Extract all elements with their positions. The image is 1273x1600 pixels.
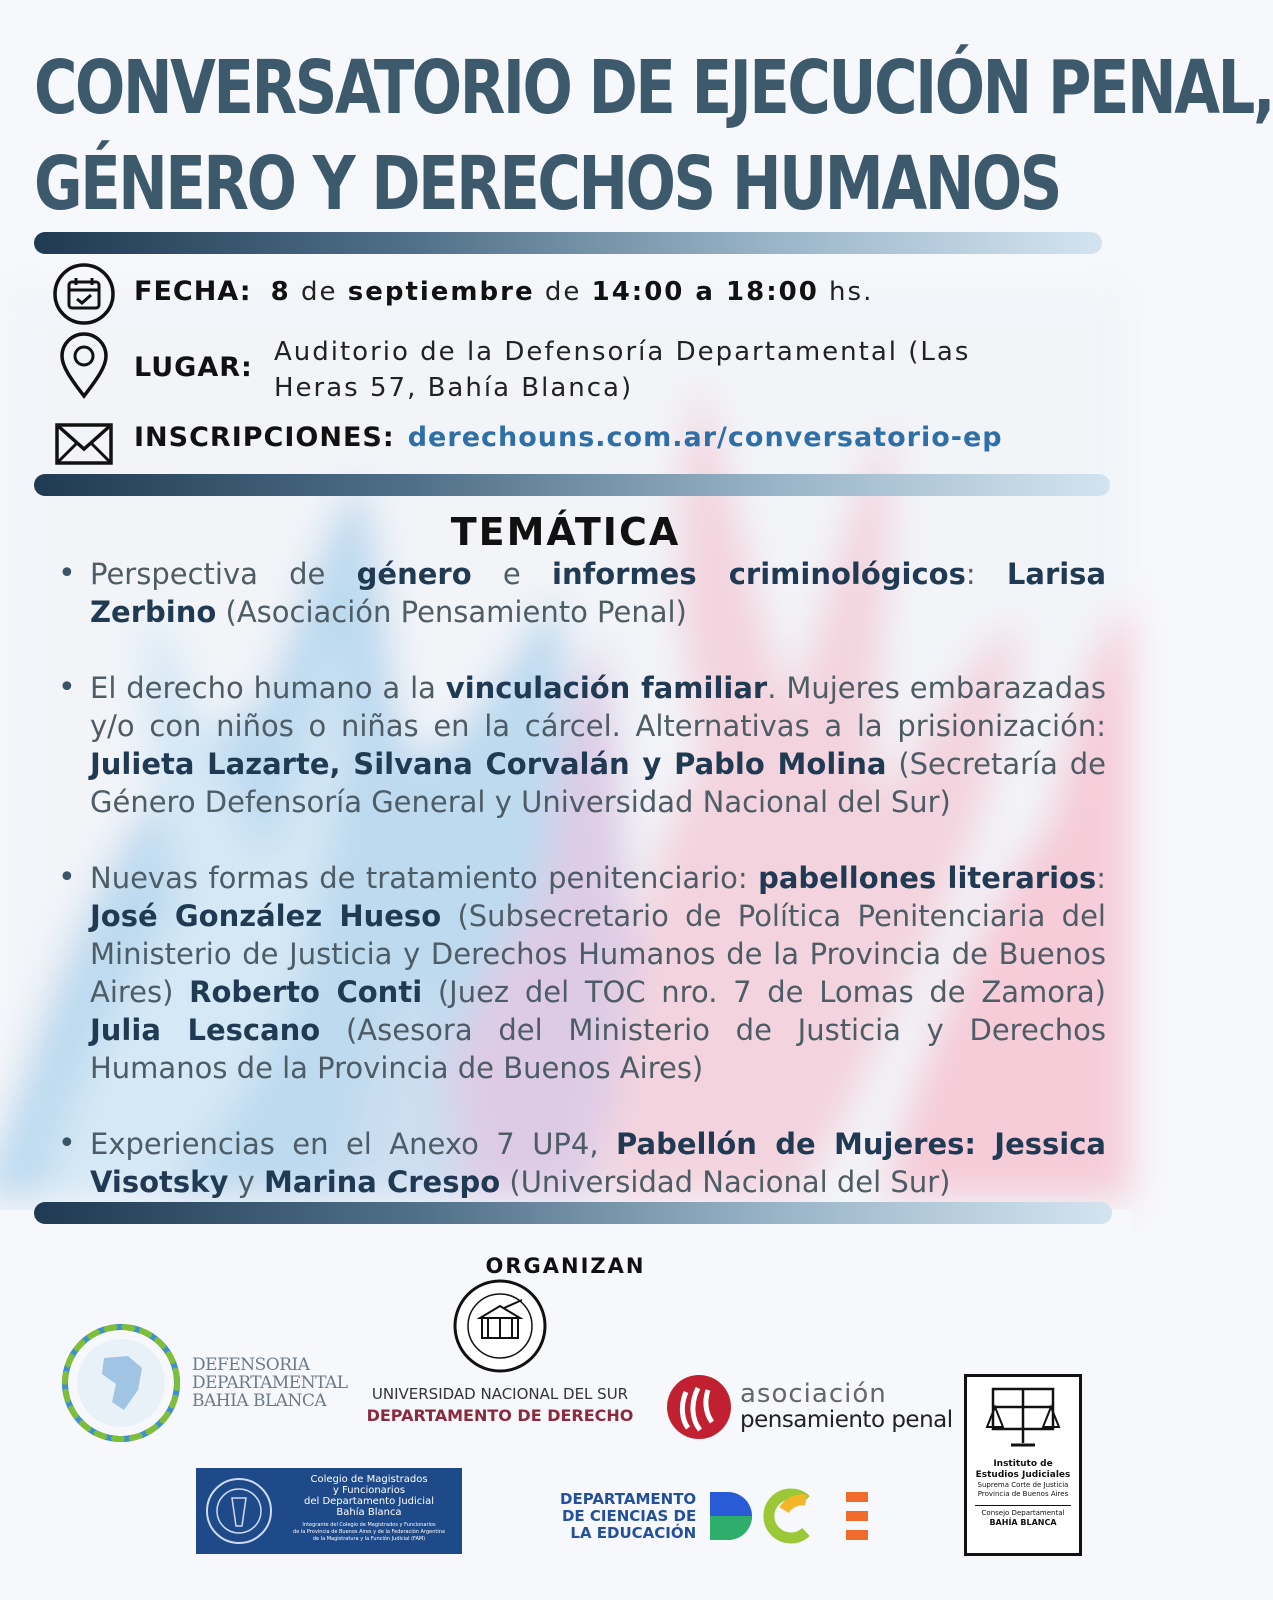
tematica-title: TEMÁTICA — [450, 510, 681, 554]
dce-letters-icon — [706, 1486, 876, 1546]
topic-text: Perspectiva de — [90, 557, 357, 591]
colegio-magistrados-logo — [196, 1468, 462, 1554]
topic-highlight: Julieta Lazarte, Silvana Corvalán y Pablo Molina — [90, 747, 887, 781]
colegio-line-3: del Departamento Judicial — [304, 1496, 434, 1507]
fecha-de-1: de — [300, 277, 338, 307]
topic-text: (Asociación Pensamiento Penal) — [216, 595, 687, 629]
lugar-label: LUGAR: — [134, 352, 253, 383]
inscripciones-row — [52, 412, 1003, 476]
uns-seal-logo — [452, 1278, 548, 1378]
page-title — [34, 40, 1273, 232]
defensoria-line-2: DEPARTAMENTAL — [192, 1373, 348, 1393]
colegio-line-4: Bahía Blanca — [336, 1507, 402, 1518]
title-line-1: CONVERSATORIO DE EJECUCIÓN PENAL, — [34, 45, 1273, 131]
topic-text: (Universidad Nacional del Sur) — [500, 1165, 951, 1199]
uns-line-1: UNIVERSIDAD NACIONAL DEL SUR — [371, 1385, 629, 1403]
scales-of-justice-icon — [975, 1383, 1071, 1455]
app-text — [740, 1381, 953, 1433]
inscripciones-text — [134, 412, 1003, 453]
colegio-text — [276, 1468, 462, 1543]
dce-line-3: LA EDUCACIÓN — [570, 1523, 697, 1542]
fecha-time: 14:00 a 18:00 — [591, 277, 819, 307]
app-line-2: pensamiento penal — [740, 1407, 953, 1433]
app-circle-icon — [664, 1372, 734, 1442]
lugar-row — [52, 334, 970, 406]
iej-logo — [964, 1374, 1082, 1556]
iej-line-1: Instituto de — [993, 1459, 1053, 1469]
iej-line-6: BAHÍA BLANCA — [989, 1518, 1057, 1527]
colegio-line-1: Colegio de Magistrados — [310, 1474, 428, 1485]
divider-middle — [34, 474, 1110, 496]
topic-highlight: Julia Lescano — [90, 1013, 321, 1047]
divider-bottom — [34, 1202, 1112, 1224]
topic-highlight: Roberto Conti — [189, 975, 423, 1009]
topic-text: (Subsecretario de Política Penitenciaria del Ministerio de Justicia y Derechos Humanos de la Provincia de Buenos Aires) — [90, 899, 1106, 1009]
topic-text: . Mujeres embarazadas y/o con niños o niñas en la cárcel. Alternativas a la prisionización: — [90, 671, 1106, 743]
topic-highlight: José González Hueso — [90, 899, 442, 933]
envelope-icon — [52, 412, 116, 476]
lugar-line-2: Heras 57, Bahía Blanca) — [274, 373, 634, 403]
iej-line-4: Provincia de Buenos Aires — [977, 1490, 1069, 1498]
iej-line-5: Consejo Departamental — [981, 1509, 1065, 1517]
inscripciones-label: INSCRIPCIONES: — [134, 422, 395, 453]
topic-text: (Asesora del Ministerio de Justicia y Derechos Humanos de la Provincia de Buenos Aires) — [90, 1013, 1106, 1085]
topic-highlight: informes criminológicos — [552, 557, 966, 591]
topic-text: (Juez del TOC nro. 7 de Lomas de Zamora) — [422, 975, 1106, 1009]
people-ring-icon — [56, 1318, 186, 1448]
topic-highlight: vinculación familiar — [445, 671, 768, 705]
location-pin-icon — [52, 334, 116, 398]
topic-highlight: género — [356, 557, 472, 591]
fecha-day: 8 — [270, 277, 291, 307]
calendar-icon — [52, 262, 116, 326]
colegio-line-5: Integrante del Colegio de Magistrados y Funcionarios — [302, 1522, 436, 1528]
colegio-seal-icon — [202, 1474, 276, 1548]
dce-logo — [560, 1486, 876, 1546]
fecha-value — [271, 277, 874, 307]
topic-text: e — [471, 557, 553, 591]
app-logo — [664, 1372, 953, 1442]
colegio-line-2: y Funcionarios — [332, 1485, 406, 1496]
topic-item — [56, 555, 1106, 631]
dce-line-1: DEPARTAMENTO — [560, 1489, 697, 1508]
colegio-line-7: de la Magistratura y la Función Judicial (FAM) — [312, 1536, 426, 1542]
fecha-row — [52, 262, 873, 326]
topic-text: Experiencias en el Anexo 7 UP4, — [90, 1127, 617, 1161]
lugar-line-1: Auditorio de la Defensoría Departamental (Las — [274, 337, 971, 367]
organizan-title: ORGANIZAN — [485, 1254, 646, 1278]
fecha-month: septiembre — [347, 277, 535, 307]
topic-text: Nuevas formas de tratamiento penitenciario: — [90, 861, 759, 895]
dce-text — [560, 1491, 696, 1542]
colegio-line-6: de la Provincia de Buenos Aires y de la Federación Argentina — [293, 1529, 445, 1535]
topic-text: : — [965, 557, 1007, 591]
app-line-1: asociación — [740, 1379, 887, 1409]
iej-divider — [975, 1505, 1071, 1506]
topic-highlight: Pabellón de Mujeres: Jessica Visotsky — [90, 1127, 1106, 1199]
title-line-2: GÉNERO Y DERECHOS HUMANOS — [34, 141, 1061, 227]
topic-text: El derecho humano a la — [90, 671, 446, 705]
fecha-de-2: de — [544, 277, 582, 307]
divider-top — [34, 232, 1102, 254]
fecha-hs: hs. — [829, 277, 874, 307]
topic-item — [56, 859, 1106, 1087]
topic-text: (Secretaría de Género Defensoría General y Universidad Nacional del Sur) — [90, 747, 1106, 819]
defensoria-line-1: DEFENSORIA — [192, 1355, 310, 1375]
topic-text: : — [1096, 861, 1106, 895]
lugar-value — [274, 334, 970, 406]
topic-highlight: pabellones literarios — [758, 861, 1097, 895]
uns-derecho-logo-text — [360, 1385, 640, 1425]
defensoria-logo — [56, 1318, 348, 1448]
inscripciones-link[interactable]: derechouns.com.ar/conversatorio-ep — [407, 422, 1003, 453]
fecha-text — [134, 262, 873, 307]
topic-item — [56, 1125, 1106, 1201]
topic-highlight: Marina Crespo — [263, 1165, 501, 1199]
iej-line-3: Suprema Corte de Justicia — [977, 1481, 1069, 1489]
iej-line-2: Estudios Judiciales — [975, 1470, 1071, 1480]
defensoria-text — [192, 1356, 348, 1410]
topics-list — [56, 555, 1106, 1239]
dce-line-2: DE CIENCIAS DE — [561, 1506, 697, 1525]
fecha-label: FECHA: — [134, 276, 252, 307]
defensoria-line-3: BAHIA BLANCA — [192, 1391, 327, 1411]
topic-highlight: Larisa Zerbino — [90, 557, 1107, 629]
topic-text: y — [228, 1165, 264, 1199]
topic-item — [56, 669, 1106, 821]
uns-line-2: DEPARTAMENTO DE DERECHO — [366, 1406, 634, 1425]
